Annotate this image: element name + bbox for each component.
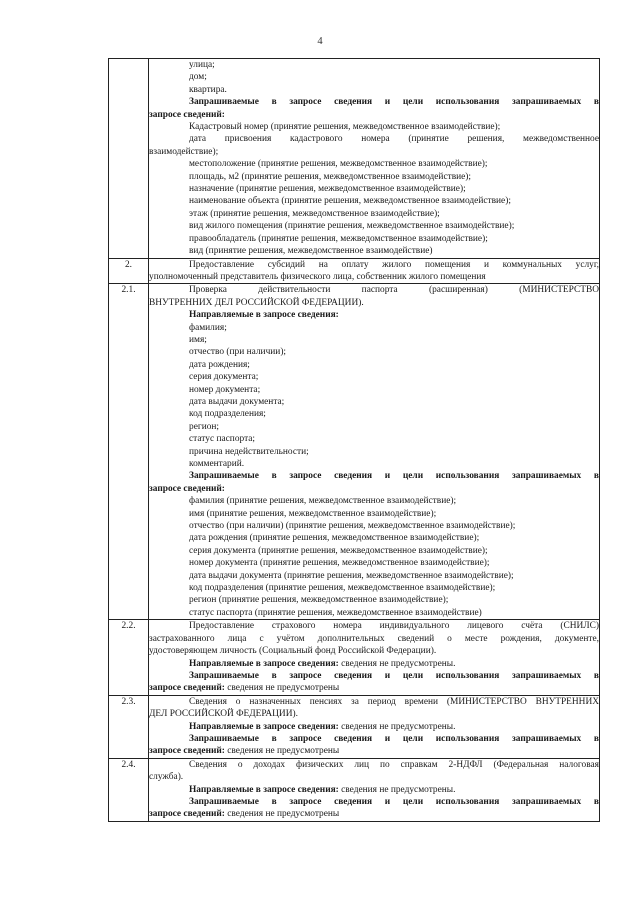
section-heading: Направляемые в запросе сведения: — [189, 784, 339, 795]
section-heading: запросе сведений: — [149, 109, 225, 120]
section-heading: Запрашиваемые в запросе сведения и цели использования запрашиваемых в — [189, 796, 599, 807]
text-line — [149, 721, 599, 733]
table-row — [109, 284, 600, 620]
section-heading: Запрашиваемые в запросе сведения и цели использования запрашиваемых в — [189, 733, 599, 744]
row-number: 2.1. — [109, 284, 149, 620]
text-line: фамилия; — [189, 322, 227, 333]
text-line: Кадастровый номер (принятие решения, межведомственное взаимодействие); — [189, 122, 501, 133]
text-line: номер документа; — [189, 384, 261, 395]
text-line: уполномоченный представитель физического лица, собственник жилого помещения — [149, 271, 486, 282]
text-line: сведения не предусмотрены. — [338, 784, 456, 795]
text-line: код подразделения (принятие решения, межведомственное взаимодействие); — [189, 583, 496, 594]
section-heading: Запрашиваемые в запросе сведения и цели использования запрашиваемых в — [189, 97, 599, 108]
text-line: Проверка действительности паспорта (расширенная) (МИНИСТЕРСТВО — [189, 285, 599, 296]
row-number: 2.2. — [109, 620, 149, 695]
text-line: статус паспорта; — [189, 434, 256, 445]
table-row — [109, 59, 600, 259]
text-line: отчество (при наличии) (принятие решения, межведомственное взаимодействие); — [189, 521, 516, 532]
row-number: 2.4. — [109, 758, 149, 821]
text-line — [149, 808, 599, 820]
row-number: 2. — [109, 258, 149, 284]
section-heading: Запрашиваемые в запросе сведения и цели использования запрашиваемых в — [189, 471, 599, 482]
text-line: сведения не предусмотрены. — [338, 721, 456, 732]
text-line: сведения не предусмотрены — [224, 746, 340, 757]
row-content — [149, 258, 600, 284]
text-line: удостоверяющем личность (Социальный фонд Российской Федерации). — [149, 646, 437, 657]
section-heading: Направляемые в запросе сведения: — [189, 658, 339, 669]
text-line: Сведения о назначенных пенсиях за период времени (МИНИСТЕРСТВО ВНУТРЕННИХ — [189, 696, 599, 707]
row-content — [149, 620, 600, 695]
text-line: дата рождения; — [189, 359, 250, 370]
text-line: статус паспорта (принятие решения, межведомственное взаимодействие) — [189, 607, 482, 618]
table-row — [109, 620, 600, 695]
text-line: вид (принятие решения, межведомственное взаимодействие) — [189, 246, 433, 257]
section-heading: Направляемые в запросе сведения: — [189, 310, 339, 321]
table-row — [109, 695, 600, 758]
text-line: наименование объекта (принятие решения, межведомственное взаимодействие); — [189, 196, 511, 207]
text-line: назначение (принятие решения, межведомственное взаимодействие); — [189, 184, 466, 195]
text-line: имя (принятие решения, межведомственное взаимодействие); — [189, 508, 437, 519]
text-line: площадь, м2 (принятие решения, межведомственное взаимодействие); — [189, 171, 472, 182]
text-line: ВНУТРЕННИХ ДЕЛ РОССИЙСКОЙ ФЕДЕРАЦИИ). — [149, 297, 364, 308]
table-row — [109, 258, 600, 284]
section-heading: запросе сведений: — [149, 483, 225, 494]
row-content — [149, 695, 600, 758]
table-row — [109, 758, 600, 821]
text-line: застрахованного лица с учётом дополнительных сведений о месте рождения, документе, — [149, 633, 599, 644]
text-line: Предоставление субсидий на оплату жилого помещения и коммунальных услуг, — [189, 259, 599, 270]
text-line: дата присвоения кадастрового номера (принятие решения, межведомственное — [189, 134, 599, 145]
text-line: имя; — [189, 334, 207, 345]
text-line: дата выдачи документа (принятие решения, межведомственное взаимодействие); — [189, 570, 514, 581]
text-line: служба). — [149, 772, 184, 783]
text-line: квартира. — [189, 84, 227, 95]
text-line — [149, 682, 599, 694]
requirements-table — [108, 58, 600, 822]
text-line: серия документа; — [189, 372, 259, 383]
section-heading: запросе сведений: — [149, 683, 225, 694]
row-content — [149, 59, 600, 259]
text-line: вид жилого помещения (принятие решения, межведомственное взаимодействие); — [189, 221, 515, 232]
row-content — [149, 758, 600, 821]
text-line: дом; — [189, 72, 207, 83]
text-line: код подразделения; — [189, 409, 266, 420]
text-line — [149, 784, 599, 796]
text-line: комментарий. — [189, 459, 245, 469]
text-line: серия документа (принятие решения, межведомственное взаимодействие); — [189, 545, 488, 556]
text-line — [149, 745, 599, 757]
row-number — [109, 59, 149, 259]
text-line: Предоставление страхового номера индивидуального лицевого счёта (СНИЛС) — [189, 621, 599, 632]
text-line: взаимодействие); — [149, 146, 219, 157]
text-line: причина недействительности; — [189, 446, 309, 457]
text-line: отчество (при наличии); — [189, 347, 287, 358]
text-line: этаж (принятие решения, межведомственное взаимодействие); — [189, 208, 440, 219]
section-heading: Направляемые в запросе сведения: — [189, 721, 339, 732]
text-line: фамилия (принятие решения, межведомственное взаимодействие); — [189, 496, 457, 507]
text-line: ДЕЛ РОССИЙСКОЙ ФЕДЕРАЦИИ). — [149, 709, 298, 720]
text-line: правообладатель (принятие решения, межведомственное взаимодействие); — [189, 233, 488, 244]
text-line: регион (принятие решения, межведомственное взаимодействие); — [189, 595, 449, 606]
text-line: Сведения о доходах физических лиц по справкам 2-НДФЛ (Федеральная налоговая — [189, 759, 599, 770]
row-content — [149, 284, 600, 620]
text-line: сведения не предусмотрены — [224, 683, 340, 694]
section-heading: Запрашиваемые в запросе сведения и цели использования запрашиваемых в — [189, 670, 599, 681]
text-line: дата рождения (принятие решения, межведомственное взаимодействие); — [189, 533, 480, 544]
text-line: регион; — [189, 421, 220, 432]
row-number: 2.3. — [109, 695, 149, 758]
page-number: 4 — [317, 36, 323, 47]
text-line: дата выдачи документа; — [189, 396, 285, 407]
text-line: сведения не предусмотрены — [224, 809, 340, 820]
section-heading: запросе сведений: — [149, 746, 225, 757]
section-heading: запросе сведений: — [149, 809, 225, 820]
text-line: номер документа (принятие решения, межведомственное взаимодействие); — [189, 558, 490, 569]
text-line — [149, 658, 599, 670]
text-line: местоположение (принятие решения, межведомственное взаимодействие); — [189, 159, 488, 170]
text-line: улица; — [189, 60, 215, 70]
text-line: сведения не предусмотрены. — [338, 658, 456, 669]
